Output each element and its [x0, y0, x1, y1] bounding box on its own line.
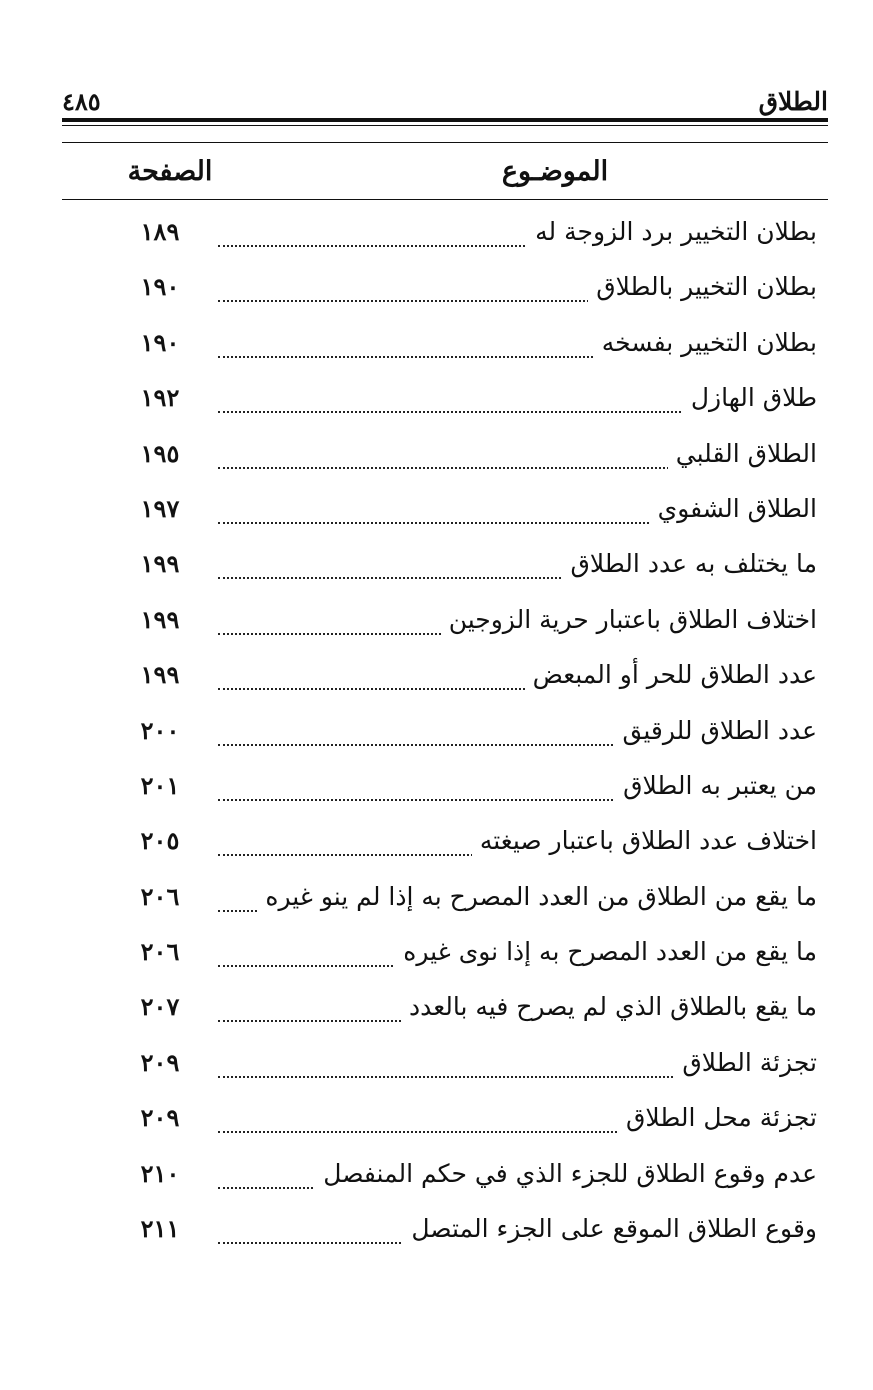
entry-topic: ما يقع بالطلاق الذي لم يصرح فيه بالعدد: [401, 988, 817, 1026]
entry-page-number: ٢٠٥: [140, 826, 180, 856]
entry-page-number: ٢٠٩: [140, 1047, 180, 1077]
entry-page-number: ٢٠٧: [140, 992, 180, 1022]
toc-entry: [0, 480, 873, 535]
entry-page-number: ٢٠٠: [140, 715, 180, 745]
entry-topic: من يعتبر به الطلاق: [615, 767, 817, 805]
toc-entry: [0, 591, 873, 646]
entry-topic: تجزئة الطلاق: [674, 1044, 817, 1082]
entry-page-number: ١٩٧: [140, 493, 180, 523]
entry-topic: اختلاف الطلاق باعتبار حرية الزوجين: [441, 601, 817, 639]
toc-entry: [0, 1200, 873, 1255]
toc-entry: [0, 923, 873, 978]
entry-page-number: ١٩٩: [140, 549, 180, 579]
entry-topic: بطلان التخيير بالطلاق: [588, 268, 817, 306]
entry-topic: الطلاق القلبي: [668, 435, 817, 473]
toc-entry: [0, 314, 873, 369]
table-header-rule: [62, 199, 828, 200]
toc-entry: [0, 1145, 873, 1200]
entry-topic: الطلاق الشفوي: [650, 490, 817, 528]
topic-column-heading: الموضـوع: [501, 156, 609, 187]
toc-entry: [0, 369, 873, 424]
toc-entry: [0, 1089, 873, 1144]
entry-page-number: ٢٠٦: [140, 937, 180, 967]
entry-topic: ما يختلف به عدد الطلاق: [562, 545, 817, 583]
entry-topic: عدم وقوع الطلاق للجزء الذي في حكم المنفصل: [315, 1155, 817, 1193]
entry-topic: بطلان التخيير بفسخه: [594, 324, 817, 362]
header-rule-thin: [62, 125, 828, 126]
entry-page-number: ٢٠٩: [140, 1103, 180, 1133]
running-head: [62, 82, 828, 116]
entry-page-number: ١٩٩: [140, 604, 180, 634]
toc-entry: [0, 702, 873, 757]
page-column-heading: الصفحة: [127, 156, 213, 187]
entry-topic: ما يقع من العدد المصرح به إذا نوى غيره: [395, 933, 817, 971]
toc-entry: [0, 868, 873, 923]
entry-page-number: ١٩٠: [140, 327, 180, 357]
entry-topic: بطلان التخيير برد الزوجة له: [527, 213, 817, 251]
entry-page-number: ٢٠١: [140, 770, 180, 800]
entry-topic: طلاق الهازل: [683, 379, 817, 417]
entry-page-number: ٢٠٦: [140, 881, 180, 911]
toc-entry: [0, 535, 873, 590]
entry-page-number: ٢١٠: [140, 1158, 180, 1188]
entry-topic: وقوع الطلاق الموقع على الجزء المتصل: [403, 1210, 817, 1248]
entry-page-number: ١٩٠: [140, 272, 180, 302]
toc-entry: [0, 978, 873, 1033]
entry-topic: عدد الطلاق للرقيق: [615, 712, 817, 750]
toc-entry: [0, 757, 873, 812]
entry-page-number: ٢١١: [140, 1214, 180, 1244]
toc-entry: [0, 646, 873, 701]
toc-entry: [0, 1034, 873, 1089]
toc-entry: [0, 258, 873, 313]
page-number: ٤٨٥: [62, 87, 101, 116]
entry-page-number: ١٩٩: [140, 660, 180, 690]
entry-page-number: ١٩٥: [140, 438, 180, 468]
entry-topic: عدد الطلاق للحر أو المبعض: [525, 656, 817, 694]
entry-page-number: ١٨٩: [140, 217, 180, 246]
running-title: الطلاق: [758, 87, 828, 116]
toc-entry: [0, 203, 873, 258]
entry-topic: تجزئة محل الطلاق: [618, 1099, 817, 1137]
table-top-rule: [62, 142, 828, 143]
toc-entry: [0, 425, 873, 480]
toc-entry: [0, 812, 873, 867]
entry-topic: ما يقع من الطلاق من العدد المصرح به إذا لم ينو غيره: [257, 878, 817, 916]
entry-page-number: ١٩٢: [140, 383, 180, 413]
header-rule-thick: [62, 118, 828, 122]
toc-entries: [0, 203, 873, 1255]
entry-topic: اختلاف عدد الطلاق باعتبار صيغته: [472, 822, 817, 860]
